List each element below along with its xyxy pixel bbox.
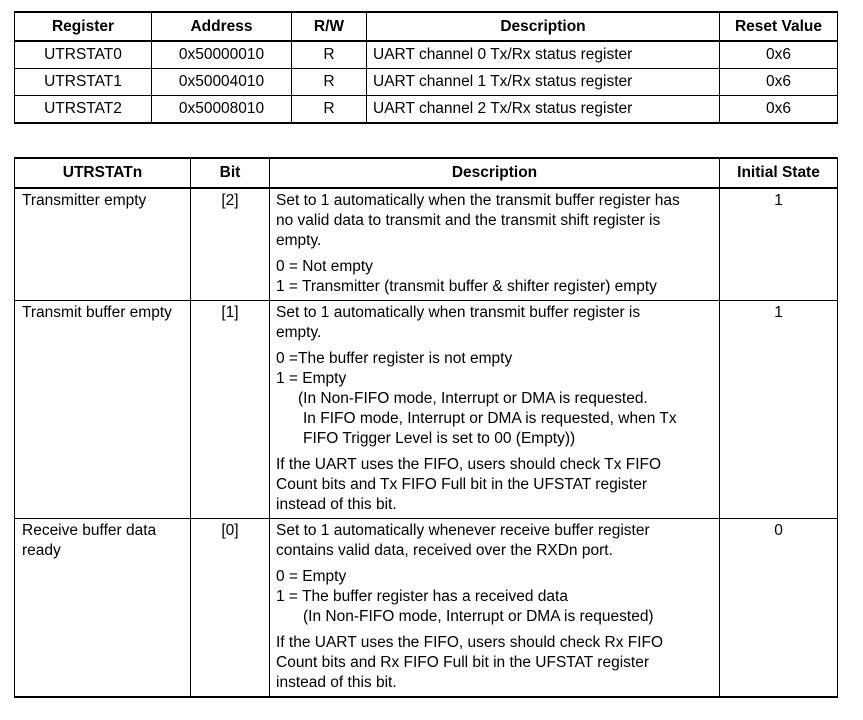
register-table-header	[15, 12, 838, 41]
description-line: Set to 1 automatically when transmit buffer register is	[276, 304, 641, 321]
description-line: contains valid data, received over the RXDn port.	[276, 542, 613, 559]
field-bit: [2]	[191, 188, 270, 301]
register-description: UART channel 0 Tx/Rx status register	[367, 41, 720, 69]
register-address: 0x50008010	[152, 96, 292, 124]
description-line: If the UART uses the FIFO, users should check Rx FIFO	[276, 634, 664, 651]
register-name: UTRSTAT1	[15, 69, 152, 96]
description-line: In FIFO mode, Interrupt or DMA is requested, when Tx	[303, 410, 677, 427]
description-paragraph	[276, 191, 713, 251]
field-description	[270, 301, 720, 519]
table-row	[15, 301, 838, 519]
description-line: FIFO Trigger Level is set to 00 (Empty))	[303, 430, 576, 447]
table-row	[15, 69, 838, 96]
header-description: Description	[367, 12, 720, 41]
field-name-line: Transmit buffer empty	[22, 304, 172, 321]
description-paragraph	[276, 567, 713, 627]
table-row	[15, 96, 838, 124]
header-reset-value: Reset Value	[720, 12, 838, 41]
table-row	[15, 41, 838, 69]
header-address: Address	[152, 12, 292, 41]
header-bit: Bit	[191, 158, 270, 188]
header-rw: R/W	[292, 12, 367, 41]
bit-table-header	[15, 158, 838, 188]
description-line: no valid data to transmit and the transmit shift register is	[276, 212, 661, 229]
register-reset-value: 0x6	[720, 69, 838, 96]
description-line: 1 = The buffer register has a received data	[276, 588, 568, 605]
field-name-line: Transmitter empty	[22, 192, 147, 209]
description-line: Count bits and Rx FIFO Full bit in the UFSTAT register	[276, 654, 649, 671]
register-name: UTRSTAT0	[15, 41, 152, 69]
field-bit: [0]	[191, 519, 270, 698]
register-description: UART channel 2 Tx/Rx status register	[367, 96, 720, 124]
field-name	[15, 301, 191, 519]
description-line: Set to 1 automatically when the transmit buffer register has	[276, 192, 680, 209]
description-line: Count bits and Tx FIFO Full bit in the UFSTAT register	[276, 476, 647, 493]
register-reset-value: 0x6	[720, 41, 838, 69]
register-name: UTRSTAT2	[15, 96, 152, 124]
field-initial-state: 1	[720, 188, 838, 301]
field-name-line: ready	[22, 542, 61, 559]
register-rw: R	[292, 96, 367, 124]
description-line: 1 = Transmitter (transmit buffer & shifter register) empty	[276, 278, 657, 295]
description-line: 0 =The buffer register is not empty	[276, 350, 513, 367]
header-initial-state: Initial State	[720, 158, 838, 188]
description-line: 0 = Not empty	[276, 258, 373, 275]
description-paragraph	[276, 633, 713, 693]
register-address: 0x50000010	[152, 41, 292, 69]
description-paragraph	[276, 257, 713, 297]
field-description	[270, 188, 720, 301]
description-line: Set to 1 automatically whenever receive buffer register	[276, 522, 650, 539]
description-line: 1 = Empty	[276, 370, 347, 387]
register-table	[14, 11, 838, 124]
description-paragraph	[276, 303, 713, 343]
description-line: empty.	[276, 232, 322, 249]
register-rw: R	[292, 69, 367, 96]
description-line: instead of this bit.	[276, 674, 397, 691]
description-line: empty.	[276, 324, 322, 341]
register-rw: R	[292, 41, 367, 69]
description-line: If the UART uses the FIFO, users should check Tx FIFO	[276, 456, 662, 473]
register-description: UART channel 1 Tx/Rx status register	[367, 69, 720, 96]
table-row	[15, 188, 838, 301]
description-paragraph	[276, 349, 713, 449]
register-reset-value: 0x6	[720, 96, 838, 124]
description-line: 0 = Empty	[276, 568, 347, 585]
register-address: 0x50004010	[152, 69, 292, 96]
description-line: (In Non-FIFO mode, Interrupt or DMA is requested.	[298, 390, 648, 407]
field-name-line: Receive buffer data	[22, 522, 157, 539]
field-initial-state: 1	[720, 301, 838, 519]
header-register: Register	[15, 12, 152, 41]
field-name	[15, 188, 191, 301]
field-initial-state: 0	[720, 519, 838, 698]
description-line: instead of this bit.	[276, 496, 397, 513]
field-bit: [1]	[191, 301, 270, 519]
description-paragraph	[276, 455, 713, 515]
description-line: (In Non-FIFO mode, Interrupt or DMA is requested)	[303, 608, 654, 625]
header-description: Description	[270, 158, 720, 188]
field-description	[270, 519, 720, 698]
description-paragraph	[276, 521, 713, 561]
field-name	[15, 519, 191, 698]
header-utrstatn: UTRSTATn	[15, 158, 191, 188]
bit-field-table	[14, 157, 838, 698]
table-row	[15, 519, 838, 698]
